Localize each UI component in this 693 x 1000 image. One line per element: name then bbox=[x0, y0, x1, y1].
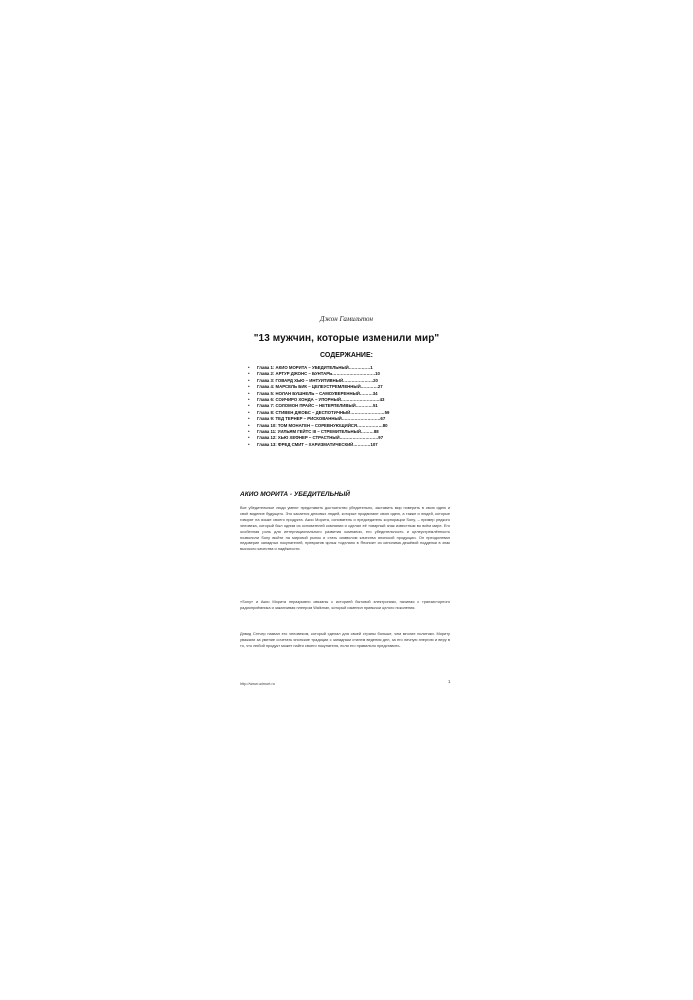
toc-item: • Глава 12: ХЬЮ ХЕФНЕР – СТРАСТНЫЙ………………………97 bbox=[248, 435, 458, 441]
toc-item: • Глава 11: УИЛЬЯМ ГЕЙТС III – СТРЕМИТЕЛЬНЫЙ………88 bbox=[248, 429, 458, 435]
body-paragraph: «Sony» и Акио Морита неразрывно связаны с историей бытовой электроники, начиная с транзисторного радиоприёмника и заканчивая плеером Walkman, который изменил привычки целого поколения. bbox=[240, 599, 450, 610]
toc-item: • Глава 4: МАРСЕЛЬ БИК – ЦЕЛЕУСТРЕМЛЕННЫЙ…………27 bbox=[248, 384, 458, 390]
footer-url: http://www.udmurt.ru bbox=[240, 682, 275, 686]
author-name: Джон Гамильтон bbox=[320, 315, 373, 323]
toc-item: • Глава 5: НОЛАН БУШНЕЛЬ – САМОУВЕРЕННЫЙ………34 bbox=[248, 391, 458, 397]
body-paragraph: Все убедительные люди умеют представить достоинство убедительно, заставить мир поверить в свою идею и своё видение будущего. Это касается деловых людей, которые продвигают свою идею, а также и людей, которые говорят на языке своего продукта. Акио Морита, основатель и председатель корпорации Sony, – пример редкого человека, который был одним из основателей компании и сделал её товарный знак известным во всём мире. Его особенная роль для интернационального развития компании, его убедительность и целеустремлённость позволили Sony выйти на мировой рынок и стать символом качества японской продукции. Он преодолевал недоверие западных покупателей, превратив ярлык «сделано в Японии» из синонима дешёвой подделки в знак высокого качества и надёжности. bbox=[240, 505, 450, 552]
table-of-contents bbox=[248, 365, 458, 448]
toc-item: • Глава 8: СТИВЕН ДЖОБС – ДЕСПОТИЧНЫЙ……………………59 bbox=[248, 410, 458, 416]
body-paragraph: Дэвид Сэтчер назвал его человеком, который сделал для своей страны больше, чем многие политики. Мориту уважали за умение сочетать японские традиции с западным стилем ведения дел, за его личную энергию и веру в то, что любой продукт может найти своего покупателя, если его правильно представить. bbox=[240, 631, 450, 648]
toc-item: • Глава 6: СОИЧИРО ХОНДА – УПОРНЫЙ………………………43 bbox=[248, 397, 458, 403]
toc-item: • Глава 1: АКИО МОРИТА – УБЕДИТЕЛЬНЫЙ……………1 bbox=[248, 365, 458, 371]
toc-heading: СОДЕРЖАНИЕ: bbox=[320, 352, 373, 359]
toc-item: • Глава 13: ФРЕД СМИТ – ХАРИЗМАТИЧЕСКИЙ…………107 bbox=[248, 442, 458, 448]
toc-item: • Глава 2: АРТУР ДЖОНС – БУНТАРЬ…………………………10 bbox=[248, 371, 458, 377]
toc-item: • Глава 7: СОЛОМОН ПРАЙС – НЕТЕРПЕЛИВЫЙ…………51 bbox=[248, 403, 458, 409]
toc-item: • Глава 10: ТОМ МОНАГЕН – СОРЕВНУЮЩИЙСЯ………………80 bbox=[248, 423, 458, 429]
toc-item: • Глава 3: ГОВАРД ХЬЮ – ИНТУИТИВНЫЙ…………………20 bbox=[248, 378, 458, 384]
chapter-heading: АКИО МОРИТА - УБЕДИТЕЛЬНЫЙ bbox=[240, 491, 350, 498]
toc-item: • Глава 9: ТЕД ТЕРНЕР – РИСКОВАННЫЙ………………………67 bbox=[248, 416, 458, 422]
book-title: "13 мужчин, которые изменили мир" bbox=[253, 333, 440, 344]
page-number: 1 bbox=[448, 679, 451, 684]
